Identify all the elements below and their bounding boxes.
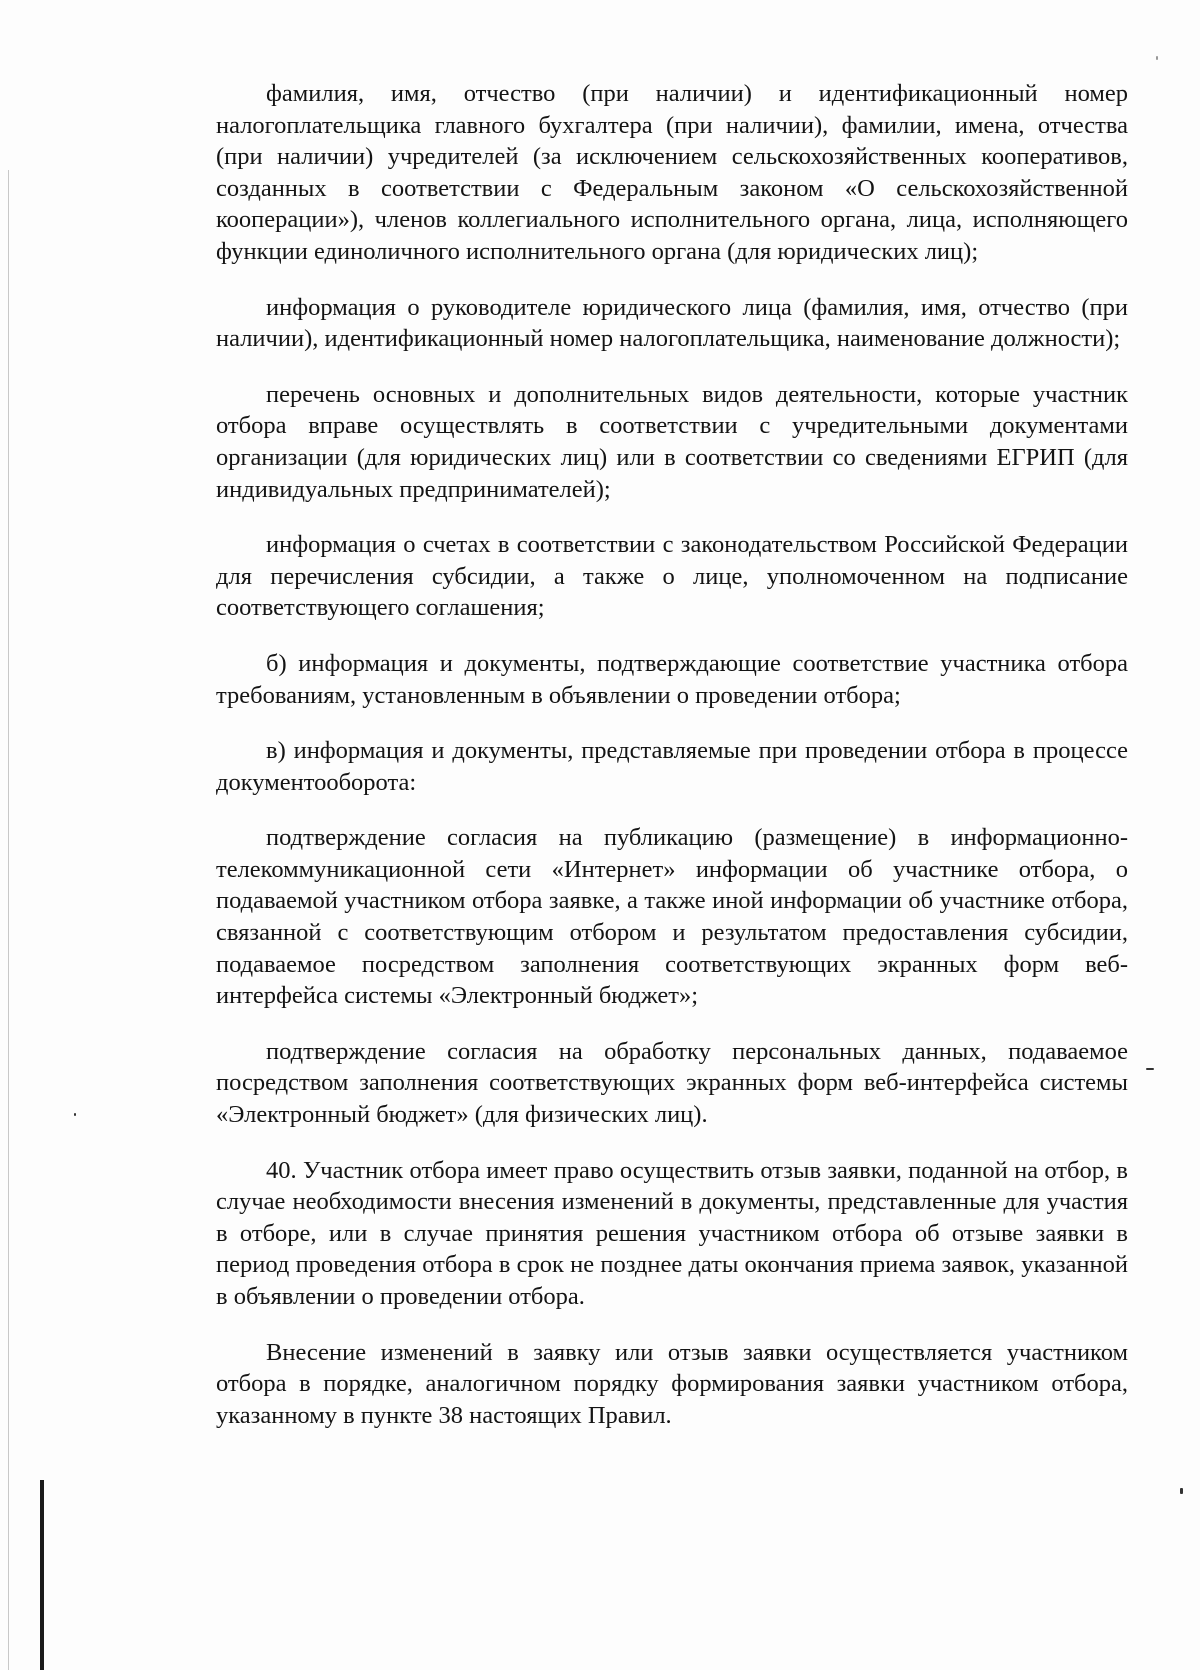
paragraph: перечень основных и дополнительных видов деятельности, которые участник отбора вправе осуществлять в соответствии с учредительными документами организации (для юридических лиц) или в соответствии со сведениями ЕГРИП (для индивидуальных предпринимателей); <box>216 380 1128 503</box>
scan-speck <box>1146 1068 1154 1070</box>
paragraph: б) информация и документы, подтверждающие соответствие участника отбора требованиям, установленным в объявлении о проведении отбора; <box>216 649 1128 709</box>
paragraph: подтверждение согласия на обработку персональных данных, подаваемое посредством заполнения соответствующих экранных форм веб-интерфейса системы «Электронный бюджет» (для физических лиц). <box>216 1037 1128 1129</box>
paragraph: в) информация и документы, представляемые при проведении отбора в процессе документооборота: <box>216 737 1128 796</box>
paragraph: информация о счетах в соответствии с законодательством Российской Федерации для перечисления субсидии, а также о лице, уполномоченном на подписание соответствующего соглашения; <box>216 531 1128 622</box>
scan-edge-shadow <box>8 170 9 1670</box>
paragraph: 40. Участник отбора имеет право осуществить отзыв заявки, поданной на отбор, в случае необходимости внесения изменений в документы, представленные для участия в отборе, или в случае принятия решения участником отбора об отзыве заявки в период проведения отбора в срок не позднее даты окончания приема заявок, указанной в объявлении о проведении отбора. <box>216 1156 1128 1310</box>
document-body <box>216 78 1128 1431</box>
scan-edge-mark <box>40 1480 44 1670</box>
paragraph: Внесение изменений в заявку или отзыв заявки осуществляется участником отбора в порядке, аналогичном порядку формирования заявки участником отбора, указанному в пункте 38 настоящих Правил. <box>216 1338 1128 1429</box>
scan-speck <box>1180 1488 1183 1494</box>
paragraph: фамилия, имя, отчество (при наличии) и идентификационный номер налогоплательщика главного бухгалтера (при наличии), фамилии, имена, отчества (при наличии) учредителей (за исключением сельскохозяйственных кооперативов, созданных в соответствии с Федеральным законом «О сельскохозяйственной кооперации»), членов коллегиального исполнительного органа, лица, исполняющего функции единоличного исполнительного органа (для юридических лиц); <box>216 80 1128 265</box>
paragraph: подтверждение согласия на публикацию (размещение) в информационно-телекоммуникационной сети «Интернет» информации об участнике отбора, о подаваемой участником отбора заявке, а также иной информации об участнике отбора, связанной с соответствующим отбором и результатом предоставления субсидии, подаваемое посредством заполнения соответствующих экранных форм веб-интерфейса системы «Электронный бюджет»; <box>216 824 1128 1010</box>
scan-speck <box>1156 56 1158 60</box>
scan-speck <box>74 1113 76 1116</box>
paragraph: информация о руководителе юридического лица (фамилия, имя, отчество (при наличии), идентификационный номер налогоплательщика, наименование должности); <box>216 293 1128 353</box>
